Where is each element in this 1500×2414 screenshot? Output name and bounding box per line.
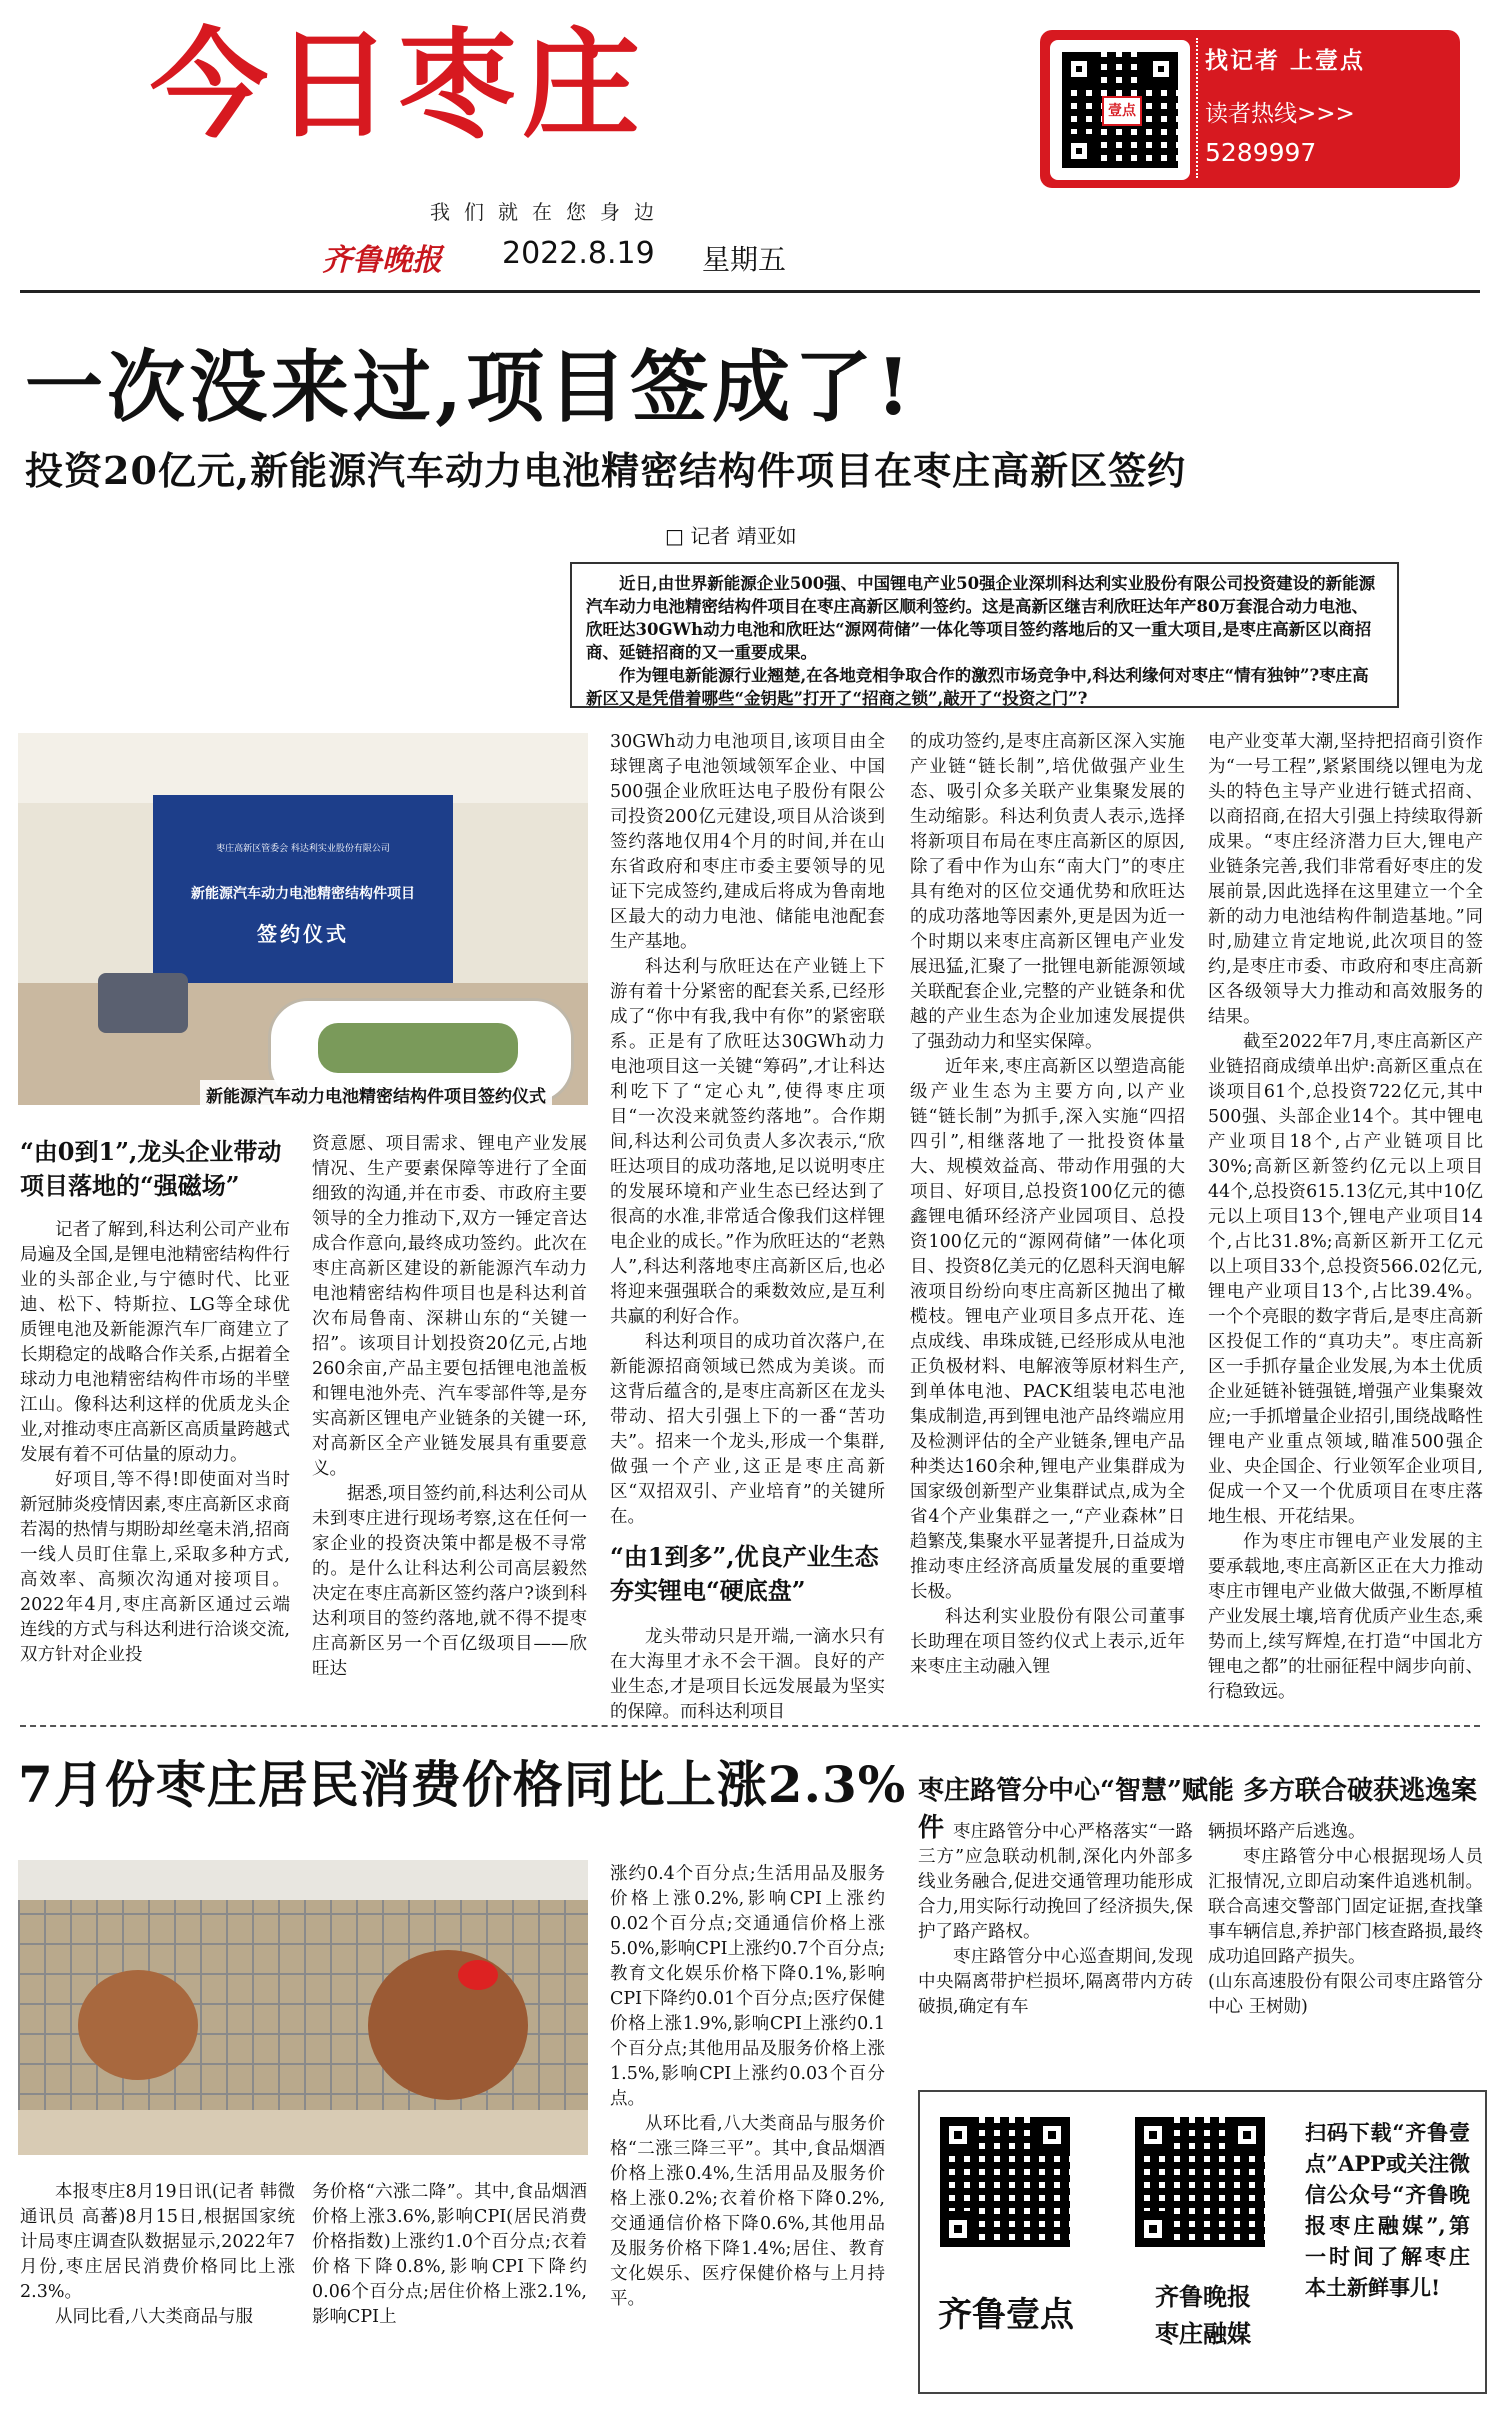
issue-weekday: 星期五 bbox=[702, 243, 787, 276]
lead-intro-p1: 近日,由世界新能源企业500强、中国锂电产业50强企业深圳科达利实业股份有限公司投资建设的新能源汽车动力电池精密结构件项目在枣庄高新区顺利签约。这是高新区继吉利欣旺达年产80万套混合动力电池、欣旺达30GWh动力电池和欣旺达“源网荷储”一体化等项目签约落地后的又一重大项目,是枣庄高新区以商招商、延链招商的又一重要成果。 bbox=[586, 574, 1376, 662]
photo-caption: 新能源汽车动力电池精密结构件项目签约仪式 bbox=[200, 1080, 552, 1109]
ceiling bbox=[18, 733, 588, 803]
lead-headline: 一次没来过,项目签成了! bbox=[25, 342, 915, 433]
col5 bbox=[1208, 730, 1483, 1705]
section-divider bbox=[20, 1725, 1480, 1727]
road-col2-p3: (山东高速股份有限公司枣庄路管分中心 王树勋) bbox=[1208, 1972, 1483, 2017]
qr-finder-icon bbox=[1144, 52, 1178, 86]
attendees bbox=[98, 973, 188, 1033]
masthead-title: 今日枣庄 bbox=[150, 16, 647, 154]
hotline-number[interactable]: 5289997 bbox=[1205, 138, 1317, 167]
wechat-qr[interactable] bbox=[1135, 2117, 1265, 2247]
cpi-col2 bbox=[312, 2180, 587, 2400]
col3-p1: 30GWh动力电池项目,该项目由全球锂离子电池领域领军企业、中国500强企业欣旺达电子股份有限公司投资200亿元建设,项目从洽谈到签约落地仅用4个月的时间,并在山东省政府和枣庄市委主要领导的见证下完成签约,建成后将成为鲁南地区最大的动力电池、储能电池配套生产基地。 bbox=[610, 732, 885, 952]
road-col2-p1: 辆损坏路产后逃逸。 bbox=[1208, 1822, 1366, 1842]
hen-comb bbox=[458, 1960, 498, 1990]
app-brand: 齐鲁壹点 bbox=[938, 2295, 1074, 2335]
col1-p1: 记者了解到,科达利公司产业布局遍及全国,是锂电池精密结构件行业的头部企业,与宁德时代、比亚迪、松下、特斯拉、LG等全球优质锂电池及新能源汽车厂商建立了长期稳定的战略合作关系,占据着全球动力电池精密结构件市场的半壁江山。像科达利这样的优质龙头企业,对推动枣庄高新区高质量跨越式发展有着不可估量的原动力。 bbox=[20, 1220, 290, 1465]
col3b-p1: 龙头带动只是开端,一滴水只有在大海里才永不会干涸。良好的产业生态,才是项目长远发展最为坚实的保障。而科达利项目 bbox=[610, 1627, 885, 1722]
col2-p2: 据悉,项目签约前,科达利公司从未到枣庄进行现场考察,这在任何一家企业的投资决策中都是极不寻常的。是什么让科达利公司高层毅然决定在枣庄高新区签约落户?谈到科达利项目的签约落地,就不得不提枣庄高新区另一个百亿级项目——欣旺达 bbox=[312, 1484, 587, 1679]
qr-finder-icon bbox=[940, 2211, 976, 2247]
col4 bbox=[910, 730, 1185, 1705]
screen-line1: 枣庄高新区管委会 科达利实业股份有限公司 bbox=[216, 844, 390, 854]
road-col2-p2: 枣庄路管分中心根据现场人员汇报情况,立即启动案件追逃机制。联合高速交警部门固定证据,查找肇事车辆信息,养护部门核查路损,最终成功追回路产损失。 bbox=[1208, 1847, 1483, 1967]
road-col1 bbox=[918, 1820, 1193, 2075]
lead-subheadline: 投资20亿元,新能源汽车动力电池精密结构件项目在枣庄高新区签约 bbox=[25, 448, 1187, 493]
cpi-col2-p1: 务价格“六涨二降”。其中,食品烟酒价格上涨3.6%,影响CPI(居民消费价格指数)上涨约1.0个百分点;衣着价格下降0.8%,影响CPI下降约0.06个百分点;居住价格上涨2.1%,影响CPI上 bbox=[312, 2182, 587, 2327]
col5-p2: 截至2022年7月,枣庄高新区产业链招商成绩单出炉:高新区重点在谈项目61个,总投资722亿元,其中500强、头部企业14个。其中锂电产业项目18个,占产业链项目比30%;高新区新签约亿元以上项目44个,总投资615.13亿元,其中10亿元以上项目13个,锂电产业项目14个,占比31.8%;高新区新开工亿元以上项目33个,总投资566.02亿元,锂电产业项目13个,占比39.4%。一个个亮眼的数字背后,是枣庄高新区投促工作的“真功夫”。枣庄高新区一手抓存量企业发展,为本土优质企业延链补链强链,增强产业集聚效应;一手抓增量企业招引,围绕战略性锂电产业重点领域,瞄准500强企业、央企国企、行业领军企业项目,促成一个又一个优质项目在枣庄落地生根、开花结果。 bbox=[1208, 1032, 1483, 1527]
col4-p2: 近年来,枣庄高新区以塑造高能级产业生态为主要方向,以产业链“链长制”为抓手,深入实施“四招四引”,相继落地了一批投资体量大、规模效益高、带动作用强的大项目、好项目,总投资100亿元的德鑫锂电循环经济产业园项目、总投资100亿元的“源网荷储”一体化项目、投资8亿美元的亿恩科天润电解液项目纷纷向枣庄高新区抛出了橄榄枝。锂电产业项目多点开花、连点成线、串珠成链,已经形成从电池正负极材料、电解液等原材料生产,到单体电池、PACK组装电芯电池集成制造,再到锂电池产品终端应用及检测评估的全产业链条,锂电产品种类达160余种,锂电产业集群成为国家级创新型产业集群试点,成为全省4个产业集群之一,“产业森林”日趋繁茂,集聚水平显著提升,日益成为推动枣庄经济高质量发展的重要增长极。 bbox=[910, 1057, 1185, 1602]
col4-p3: 科达利实业股份有限公司董事长助理在项目签约仪式上表示,近年来枣庄主动融入锂 bbox=[910, 1607, 1185, 1677]
screen-line3: 签约仪式 bbox=[257, 922, 349, 946]
hotline-label: 读者热线>>> bbox=[1205, 101, 1355, 127]
qr-finder-icon bbox=[1135, 2211, 1171, 2247]
qr-finder-icon bbox=[1229, 2117, 1265, 2153]
cpi-headline: 7月份枣庄居民消费价格同比上涨2.3% bbox=[18, 1755, 907, 1814]
qr-finder-icon bbox=[940, 2117, 976, 2153]
col3-p3: 科达利项目的成功首次落户,在新能源招商领域已然成为美谈。而这背后蕴含的,是枣庄高新区在龙头带动、招大引强上下的一番“苦功夫”。招来一个龙头,形成一个集群,做强一个产业,这正是枣庄高新区“双招双引、产业培育”的关键所在。 bbox=[610, 1332, 885, 1527]
paper-logo: 齐鲁晚报 bbox=[322, 243, 442, 278]
section2-heading: “由1到多”,优良产业生态夯实锂电“硬底盘” bbox=[610, 1542, 879, 1605]
cpi-col3 bbox=[610, 1862, 885, 2382]
app-qr[interactable] bbox=[940, 2117, 1070, 2247]
cpi-col1-p1: 本报枣庄8月19日讯(记者 韩微 通讯员 高蕃)8月15日,根据国家统计局枣庄调查队数据显示,2022年7月份,枣庄居民消费价格同比上涨2.3%。 bbox=[20, 2182, 295, 2302]
qr-badge: 壹点 bbox=[1102, 96, 1142, 126]
qr-finder-icon bbox=[1062, 52, 1096, 86]
section1-heading: “由0到1”,龙头企业带动项目落地的“强磁场” bbox=[20, 1137, 282, 1200]
road-col1-p1: 枣庄路管分中心严格落实“一路三方”应急联动机制,深化内外部多线业务融合,促进交通管理功能形成合力,用实际行动挽回了经济损失,保护了路产路权。 bbox=[918, 1822, 1193, 1942]
col1-p2: 好项目,等不得!即使面对当时新冠肺炎疫情因素,枣庄高新区求商若渴的热情与期盼却丝毫未消,招商一线人员盯住靠上,采取多种方式,高效率、高频次沟通对接项目。2022年4月,枣庄高新区通过云端连线的方式与科达利进行洽谈交流,双方针对企业投 bbox=[20, 1470, 290, 1665]
qr-finder-icon bbox=[1034, 2117, 1070, 2153]
lead-intro-box bbox=[570, 562, 1399, 708]
col4-p1: 的成功签约,是枣庄高新区深入实施产业链“链长制”,培优做强产业生态、吸引众多关联产业集聚发展的生动缩影。科达利负责人表示,选择将新项目布局在枣庄高新区的原因,除了看中作为山东“南大门”的枣庄具有绝对的区位交通优势和欣旺达的成功落地等因素外,更是因为近一个时期以来枣庄高新区锂电产业发展迅猛,汇聚了一批锂电新能源领域关联配套企业,完整的产业链条和优越的产业生态为企业加速发展提供了强劲动力和坚实保障。 bbox=[910, 732, 1185, 1052]
col2 bbox=[312, 1132, 587, 1702]
qr-finder-icon bbox=[1062, 134, 1096, 168]
find-reporter: 找记者 上壹点 bbox=[1205, 48, 1366, 74]
qr-finder-icon bbox=[1135, 2117, 1171, 2153]
road-col1-p2: 枣庄路管分中心巡查期间,发现中央隔离带护栏损坏,隔离带内方砖破损,确定有车 bbox=[918, 1947, 1193, 2017]
road-col2 bbox=[1208, 1820, 1483, 2075]
wechat-label-2: 枣庄融媒 bbox=[1155, 2319, 1251, 2348]
hen bbox=[78, 1970, 198, 2080]
cpi-col3-p1: 涨约0.4个百分点;生活用品及服务价格上涨0.2%,影响CPI上涨约0.02个百分点;交通通信价格上涨5.0%,影响CPI上涨约0.7个百分点;教育文化娱乐价格下降0.1%,影响CPI下降约0.01个百分点;医疗保健价格上涨1.9%,影响CPI上涨约0.1个百分点;其他用品及服务价格上涨1.5%,影响CPI上涨约0.03个百分点。 bbox=[610, 1864, 885, 2109]
table-flowers bbox=[318, 1023, 518, 1073]
masthead-slogan: 我们就在您身边 bbox=[430, 200, 668, 224]
col3-p2: 科达利与欣旺达在产业链上下游有着十分紧密的配套关系,已经形成了“你中有我,我中有你”的紧密联系。正是有了欣旺达30GWh动力电池项目这一关键“筹码”,才让科达利吃下了“定心丸”,使得枣庄项目“一次没来就签约落地”。合作期间,科达利公司负责人多次表示,“欣旺达项目的成功落地,足以说明枣庄的发展环境和产业生态已经达到了很高的水准,非常适合像我们这样锂电企业的成长。”作为欣旺达的“老熟人”,科达利落地枣庄高新区后,也必将迎来强强联合的乘数效应,是互利共赢的利好合作。 bbox=[610, 957, 885, 1327]
masthead-qr[interactable] bbox=[1050, 40, 1190, 180]
col1 bbox=[20, 1218, 290, 1703]
lead-byline: □ 记者 靖亚如 bbox=[665, 524, 797, 548]
cpi-col1 bbox=[20, 2180, 295, 2400]
col5-p3: 作为枣庄市锂电产业发展的主要承载地,枣庄高新区正在大力推动枣庄市锂电产业做大做强,不断厚植产业发展土壤,培育优质产业生态,乘势而上,续写辉煌,在打造“中国北方锂电之都”的壮丽征程中阔步向前、行稳致远。 bbox=[1208, 1532, 1483, 1702]
lead-intro-p2: 作为锂电新能源行业翘楚,在各地竞相争取合作的激烈市场竞争中,科达利缘何对枣庄“情有独钟”?枣庄高新区又是凭借着哪些“金钥匙”打开了“招商之锁”,敲开了“投资之门”? bbox=[586, 666, 1369, 708]
cpi-col3-p2: 从环比看,八大类商品与服务价格“二涨三降三平”。其中,食品烟酒价格上涨0.4%,生活用品及服务价格上涨0.2%;衣着价格下降0.2%,交通通信价格下降0.6%,其他用品及服务价格下降1.4%;居住、教育文化娱乐、医疗保健价格与上月持平。 bbox=[610, 2114, 885, 2309]
signing-photo bbox=[18, 733, 588, 1105]
cpi-col1-p2: 从同比看,八大类商品与服 bbox=[55, 2307, 254, 2327]
col2-p1: 资意愿、项目需求、锂电产业发展情况、生产要素保障等进行了全面细致的沟通,并在市委、市政府主要领导的全力推动下,双方一锤定音达成合作意向,最终成功签约。此次在枣庄高新区建设的新能源汽车动力电池精密结构件项目也是科达利首次布局鲁南、深耕山东的“关键一招”。该项目计划投资20亿元,占地260余亩,产品主要包括锂电池盖板和锂电池外壳、汽车零部件等,是夯实高新区锂电产业链条的关键一环,对高新区全产业链发展具有重要意义。 bbox=[312, 1134, 587, 1479]
egg-tray bbox=[18, 2110, 588, 2155]
masthead-rule bbox=[20, 290, 1480, 293]
screen-line2: 新能源汽车动力电池精密结构件项目 bbox=[191, 886, 415, 902]
photo-ceiling bbox=[18, 1860, 588, 1900]
promo-box bbox=[918, 2090, 1487, 2394]
divider bbox=[1196, 38, 1204, 178]
col3b bbox=[610, 1625, 885, 1722]
hens-photo bbox=[18, 1860, 588, 2155]
wechat-label-1: 齐鲁晚报 bbox=[1155, 2282, 1251, 2311]
hen bbox=[368, 1950, 528, 2100]
issue-date: 2022.8.19 bbox=[502, 236, 655, 271]
col3 bbox=[610, 730, 885, 1535]
road-headline: 枣庄路管分中心“智慧”赋能 多方联合破获逃逸案件 bbox=[918, 1776, 1477, 1843]
col5-p1: 电产业变革大潮,坚持把招商引资作为“一号工程”,紧紧围绕以锂电为龙头的特色主导产业进行链式招商、以商招商,在招大引强上持续取得新成果。“枣庄经济潜力巨大,锂电产业链条完善,我们非常看好枣庄的发展前景,因此选择在这里建立一个全新的动力电池结构件制造基地。”同时,励建立肯定地说,此次项目的签约,是枣庄市委、市政府和枣庄高新区各级领导大力推动和高效服务的结果。 bbox=[1208, 732, 1483, 1027]
promo-text: 扫码下载“齐鲁壹点”APP或关注微信公众号“齐鲁晚报枣庄融媒”,第一时间了解枣庄本土新鲜事儿! bbox=[1305, 2120, 1470, 2300]
